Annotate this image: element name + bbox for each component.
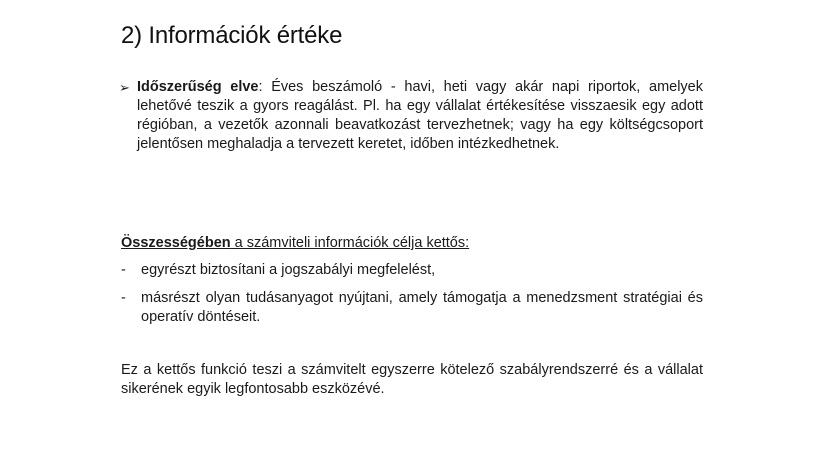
bullet-term: Időszerűség elve	[137, 79, 259, 95]
bullet-separator: :	[258, 79, 263, 95]
summary-heading	[121, 234, 703, 253]
goals-list	[119, 261, 703, 336]
list-item-text: egyrészt biztosítani a jogszabályi megfelelést,	[141, 262, 436, 278]
dash-marker: -	[121, 290, 126, 306]
bullet-content	[137, 78, 703, 154]
slide-title: 2) Információk értéke	[121, 22, 343, 49]
list-item-text: másrészt olyan tudásanyagot nyújtani, amely támogatja a menedzsment stratégiai és operatív döntéseit.	[141, 290, 703, 325]
list-item	[119, 289, 703, 327]
summary-heading-rest: a számviteli információk célja kettős:	[230, 235, 470, 251]
timeliness-bullet	[119, 78, 703, 154]
dash-marker: -	[121, 262, 126, 278]
summary-heading-bold: Összességében	[121, 235, 231, 251]
conclusion-paragraph: Ez a kettős funkció teszi a számvitelt egyszerre kötelező szabályrendszerré és a vállalat sikerének egyik legfontosabb eszközévé.	[121, 362, 703, 397]
bullet-text: Éves beszámoló - havi, heti vagy akár napi riportok, amelyek lehetővé teszik a gyors reagálást. Pl. ha egy vállalat értékesítése visszaesik egy adott régióban, a vezetők azonnali beavatkozást tervezhetnek; vagy ha egy költségcsoport jelentősen meghaladja a tervezett keretet, időben intézkedhetnek.	[137, 79, 703, 152]
arrow-bullet-icon: ➢	[119, 80, 130, 95]
list-item	[119, 261, 703, 280]
